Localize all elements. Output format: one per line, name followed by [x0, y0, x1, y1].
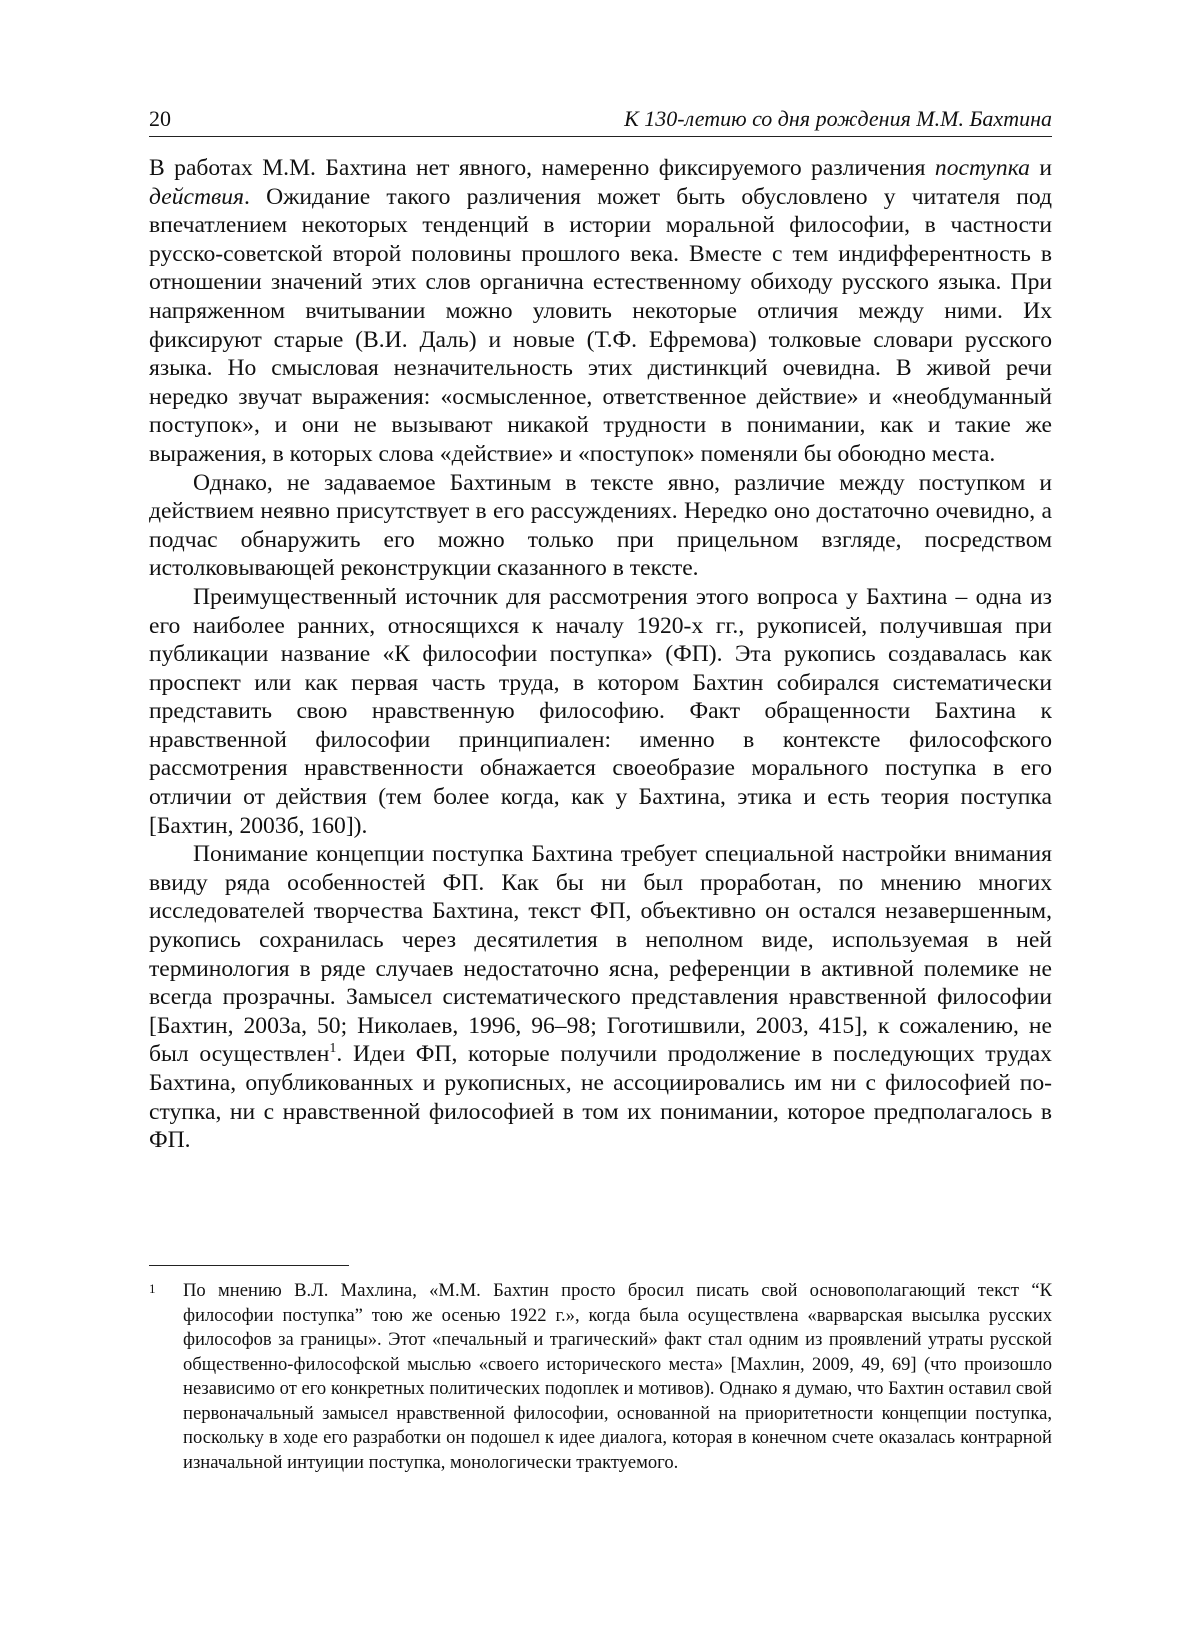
footnote-separator — [149, 1265, 349, 1266]
paragraph-1-text-a: В работах М.М. Бахтина нет явного, намеренно фиксируемого различения — [149, 155, 935, 181]
paragraph-3: Преимущественный источник для рассмотрения этого вопроса у Бахтина – одна из его наиболее ранних, относящихся к началу 1920-х гг., рукописей, получившая при публикации название «К философии поступка» (ФП). Эта рукопись создавалась как проспект или как первая часть труда, в котором Бахтин собирался систематически представить свою нравственную философию. Факт обращенности Бахтина к нравственной философии принципиален: именно в контексте философского рассмотрения нравственности обнажается своеобразие морального поступка в его отличии от действия (тем более когда, как у Бахтина, этика и есть теория поступка [Бахтин, 2003б, 160]). — [149, 583, 1052, 839]
paragraph-1 — [149, 154, 1052, 469]
paragraph-2: Однако, не задаваемое Бахтиным в тексте явно, различие между поступком и действием неявно присутствует в его рассуждениях. Нередко оно достаточно очевидно, а подчас обнаружить его можно только при прицельном взгляде, посредством истолковывающей реконструкции сказанного в тексте. — [149, 469, 1052, 582]
paragraph-4-text-b: . Идеи ФП, которые получили продолжение в последующих трудах Бахтина, опубликованных и рукописных, не ассоциировались им ни с философией поступка, ни с нравственной философией в том их понимании, которое предполагалось в ФП. — [149, 1041, 1052, 1154]
term-postupok: поступка — [934, 155, 1030, 181]
footnote-text: По мнению В.Л. Махлина, «М.М. Бахтин просто бросил писать свой основополагающий текст “К философии поступка” тою же осенью 1922 г.», когда была осуществлена «варварская высылка русских философов за границы». Этот «печальный и трагический» факт стал одним из проявлений утраты русской общественно-философской мыслью «своего исторического места» [Махлин, 2009, 49, 69] (что произошло независимо от его конкретных политических подоплек и мотивов). Однако я думаю, что Бахтин оставил свой первоначальный замысел нравственной философии, основанной на приоритетности концепции поступка, поскольку в ходе его разработки он подошел к идее диалога, которая в конечном счете оказалась контрарной изначальной интуиции поступка, монологически трактуемого. — [183, 1280, 1052, 1473]
main-text — [149, 154, 1052, 1155]
term-deistvie: действия — [149, 183, 245, 210]
document-page — [149, 0, 1052, 1646]
paragraph-4-text-a: Понимание концепции поступка Бахтина требует специальной настройки внимания ввиду ряда особенностей ФП. Как бы ни был проработан, по мнению многих исследователей творчества Бахтина, текст ФП, объективно он остался незавершенным, рукопись сохранилась через десятилетия в неполном виде, используемая в ней терминология в ряде случаев недостаточно ясна, референции в активной полемике не всегда прозрачны. Замысел систематического представления нравственной философии [Бахтин, 2003а, 50; Николаев, 1996, 96–98; Гоготишвили, 2003, 415], к сожалению, не был осуществлен — [149, 841, 1052, 1068]
running-head — [149, 104, 1052, 137]
paragraph-4 — [149, 840, 1052, 1155]
paragraph-1-text-b: и — [1029, 155, 1052, 181]
footnote-marker: 1 — [149, 1281, 156, 1296]
footnote — [149, 1279, 1052, 1475]
running-title: К 130-летию со дня рождения М.М. Бахтина — [624, 106, 1052, 131]
footnote-reference[interactable]: 1 — [329, 1041, 337, 1057]
paragraph-1-text-c: . Ожидание такого различения может быть обусловлено у читателя под впечатлением некоторых тенденций в истории моральной философии, в частности русско-советской второй половины прошлого века. Вместе с тем индифферентность в отношении значений этих слов органична естественному обиходу русского языка. При напряженном вчитывании можно уловить некоторые отличия между ними. Их фиксируют старые (В.И. Даль) и новые (Т.Ф. Ефремова) толковые словари русского языка. Но смысловая незначительность этих дистинкций очевидна. В живой речи нередко звучат выражения: «осмысленное, ответственное действие» и «необдуманный поступок», и они не вызывают никакой трудности в понимании, как и такие же выражения, в которых слова «действие» и «поступок» поменяли бы обоюдно места. — [149, 183, 1052, 467]
page-number: 20 — [149, 106, 171, 131]
